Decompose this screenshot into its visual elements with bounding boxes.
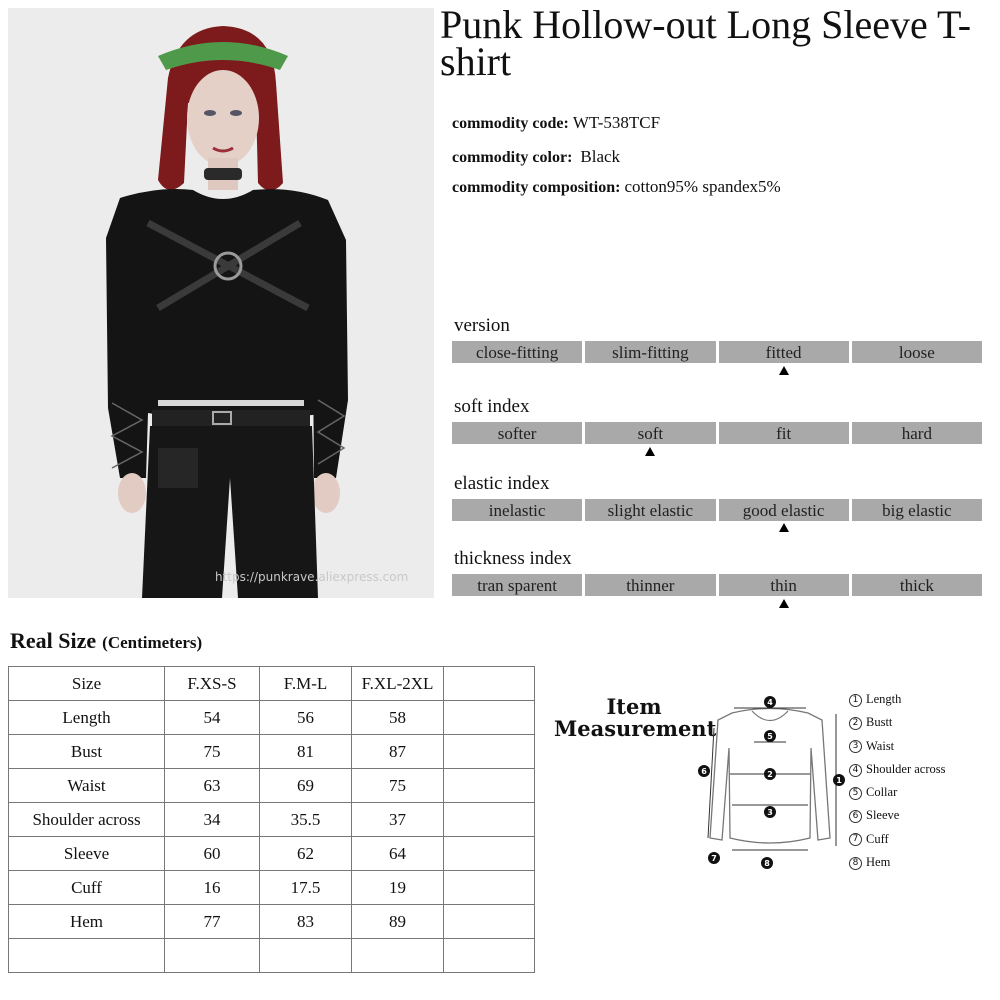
scale-marker-icon xyxy=(645,447,655,456)
scale-soft xyxy=(452,422,982,444)
table-cell xyxy=(352,939,444,973)
spec-color xyxy=(452,147,620,167)
table-cell xyxy=(444,735,535,769)
table-header-row xyxy=(9,667,535,701)
table-cell xyxy=(444,701,535,735)
table-cell xyxy=(260,939,352,973)
table-cell: Length xyxy=(9,701,165,735)
number-badge-icon: 4 xyxy=(849,764,862,777)
measurement-title: Item Measurement xyxy=(554,694,717,741)
number-badge-icon: 2 xyxy=(849,717,862,730)
scale-option: tran sparent xyxy=(452,574,582,596)
number-badge-icon: 7 xyxy=(849,833,862,846)
legend-label: Waist xyxy=(866,738,895,753)
table-cell: 17.5 xyxy=(260,871,352,905)
table-row xyxy=(9,701,535,735)
number-badge-icon: 6 xyxy=(849,810,862,823)
legend-item xyxy=(849,855,946,878)
scale-title-soft: soft index xyxy=(454,396,530,417)
number-badge-icon: 5 xyxy=(849,787,862,800)
number-badge-icon: 3 xyxy=(849,740,862,753)
legend-item xyxy=(849,739,946,762)
size-table xyxy=(8,666,535,973)
table-row xyxy=(9,735,535,769)
table-header-cell xyxy=(444,667,535,701)
legend-item xyxy=(849,808,946,831)
svg-text:8: 8 xyxy=(764,859,770,868)
scale-option: slim-fitting xyxy=(585,341,715,363)
legend-label: Hem xyxy=(866,855,891,870)
svg-text:5: 5 xyxy=(767,732,773,741)
svg-text:6: 6 xyxy=(701,767,707,776)
legend-label: Length xyxy=(866,692,902,706)
legend-item xyxy=(849,832,946,855)
table-row xyxy=(9,837,535,871)
table-row xyxy=(9,769,535,803)
product-title: Punk Hollow-out Long Sleeve T-shirt xyxy=(440,2,972,84)
table-header-cell: F.M-L xyxy=(260,667,352,701)
scale-option: slight elastic xyxy=(585,499,715,521)
measurement-legend xyxy=(849,692,946,878)
size-heading-text: Real Size xyxy=(10,628,97,653)
table-cell xyxy=(444,837,535,871)
table-cell: 75 xyxy=(165,735,260,769)
legend-label: Collar xyxy=(866,785,898,800)
scale-marker-icon xyxy=(779,366,789,375)
legend-label: Shoulder across xyxy=(866,761,946,776)
scale-option: loose xyxy=(852,341,982,363)
svg-text:2: 2 xyxy=(767,770,773,779)
spec-value: cotton95% spandex5% xyxy=(624,177,781,196)
legend-label: Cuff xyxy=(866,831,889,846)
table-cell: Sleeve xyxy=(9,837,165,871)
scale-option: thin xyxy=(719,574,849,596)
legend-item xyxy=(849,785,946,808)
scale-title-version: version xyxy=(454,315,510,336)
table-row xyxy=(9,803,535,837)
table-header-cell: F.XS-S xyxy=(165,667,260,701)
table-cell: 75 xyxy=(352,769,444,803)
table-cell: 19 xyxy=(352,871,444,905)
table-cell: Shoulder across xyxy=(9,803,165,837)
table-cell: 81 xyxy=(260,735,352,769)
table-cell: 77 xyxy=(165,905,260,939)
spec-value: Black xyxy=(580,147,621,166)
table-cell xyxy=(444,905,535,939)
table-cell: 35.5 xyxy=(260,803,352,837)
legend-item xyxy=(849,762,946,785)
table-cell xyxy=(444,939,535,973)
scale-option: close-fitting xyxy=(452,341,582,363)
spec-value: WT-538TCF xyxy=(572,113,661,132)
legend-item xyxy=(849,715,946,738)
table-cell xyxy=(165,939,260,973)
table-cell: 54 xyxy=(165,701,260,735)
spec-label: commodity code: xyxy=(452,115,569,132)
table-cell: Bust xyxy=(9,735,165,769)
scale-thickness xyxy=(452,574,982,596)
scale-option: soft xyxy=(585,422,715,444)
size-unit: (Centimeters) xyxy=(102,633,203,652)
table-cell: 34 xyxy=(165,803,260,837)
legend-item xyxy=(849,692,946,715)
table-cell: 83 xyxy=(260,905,352,939)
scale-option: fitted xyxy=(719,341,849,363)
scale-version xyxy=(452,341,982,363)
legend-label: Sleeve xyxy=(866,808,900,823)
table-cell: 89 xyxy=(352,905,444,939)
table-header-cell: F.XL-2XL xyxy=(352,667,444,701)
tshirt-diagram xyxy=(694,688,846,870)
table-cell: Hem xyxy=(9,905,165,939)
table-cell: 62 xyxy=(260,837,352,871)
svg-text:7: 7 xyxy=(711,854,717,863)
table-cell xyxy=(444,871,535,905)
table-cell: Waist xyxy=(9,769,165,803)
scale-option: inelastic xyxy=(452,499,582,521)
table-cell: 63 xyxy=(165,769,260,803)
svg-text:3: 3 xyxy=(767,808,773,817)
svg-text:4: 4 xyxy=(767,698,773,707)
table-cell xyxy=(9,939,165,973)
scale-marker-icon xyxy=(779,523,789,532)
table-cell: 16 xyxy=(165,871,260,905)
scale-option: good elastic xyxy=(719,499,849,521)
table-cell xyxy=(444,769,535,803)
table-cell xyxy=(444,803,535,837)
number-badge-icon: 8 xyxy=(849,857,862,870)
spec-composition xyxy=(452,177,781,197)
table-cell: 87 xyxy=(352,735,444,769)
watermark-text: https://punkrave.aliexpress.com xyxy=(215,570,409,584)
svg-text:1: 1 xyxy=(836,776,842,785)
table-cell: 64 xyxy=(352,837,444,871)
spec-label: commodity composition: xyxy=(452,179,621,196)
table-cell: 69 xyxy=(260,769,352,803)
table-cell: Cuff xyxy=(9,871,165,905)
table-row xyxy=(9,871,535,905)
size-heading xyxy=(10,628,202,654)
spec-label: commodity color: xyxy=(452,149,573,166)
scale-title-elastic: elastic index xyxy=(454,473,550,494)
scale-option: fit xyxy=(719,422,849,444)
table-cell: 60 xyxy=(165,837,260,871)
scale-option: thick xyxy=(852,574,982,596)
scale-elastic xyxy=(452,499,982,521)
number-badge-icon: 1 xyxy=(849,694,862,707)
scale-marker-icon xyxy=(779,599,789,608)
table-row xyxy=(9,905,535,939)
scale-title-thickness: thickness index xyxy=(454,548,572,569)
model-illustration xyxy=(8,8,434,598)
table-header-cell: Size xyxy=(9,667,165,701)
scale-option: big elastic xyxy=(852,499,982,521)
table-row xyxy=(9,939,535,973)
scale-option: softer xyxy=(452,422,582,444)
scale-option: hard xyxy=(852,422,982,444)
table-cell: 37 xyxy=(352,803,444,837)
spec-code xyxy=(452,113,660,133)
product-photo xyxy=(8,8,434,598)
scale-option: thinner xyxy=(585,574,715,596)
table-cell: 56 xyxy=(260,701,352,735)
legend-label: Bustt xyxy=(866,715,893,730)
table-cell: 58 xyxy=(352,701,444,735)
